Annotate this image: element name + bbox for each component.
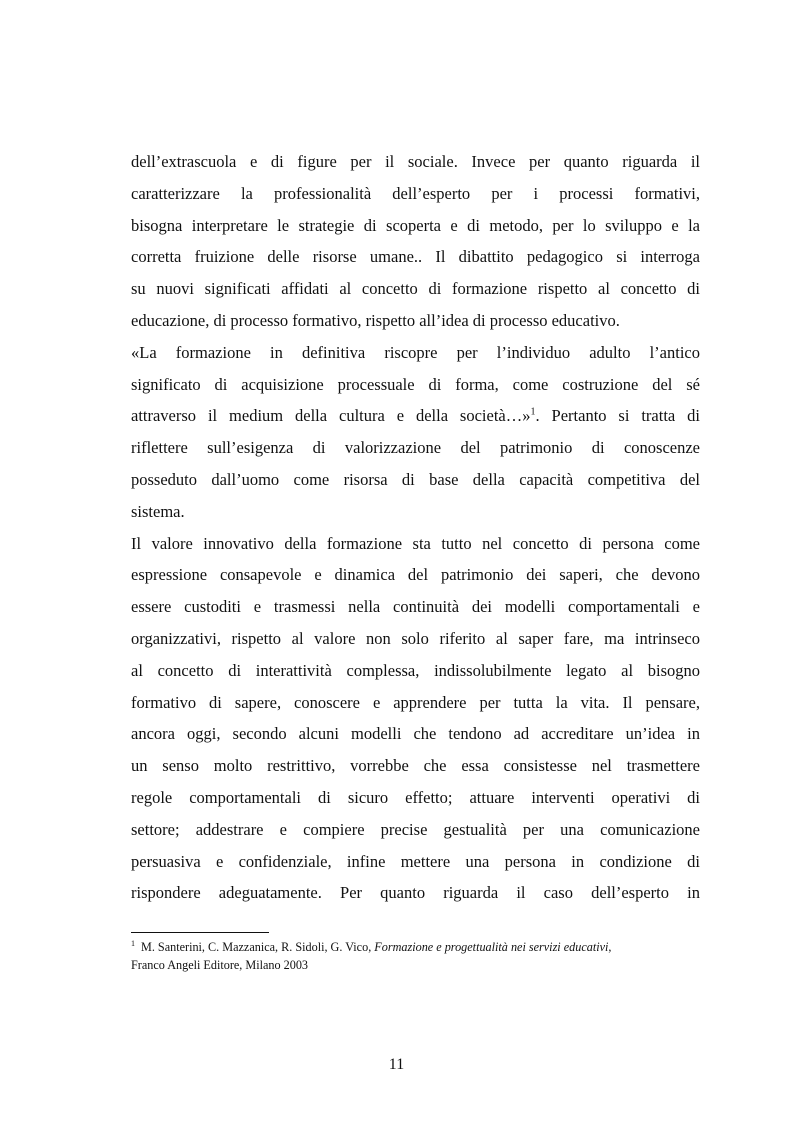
text-line: dell’extrascuola e di figure per il sociale. Invece per quanto riguarda il — [131, 152, 700, 171]
footnote-authors: M. Santerini, C. Mazzanica, R. Sidoli, G. Vico, — [141, 940, 375, 954]
text-line: essere custoditi e trasmessi nella continuità dei modelli comportamentali e — [131, 597, 700, 617]
footnote-publisher: Franco Angeli Editore, Milano 2003 — [131, 958, 309, 972]
footnote — [131, 938, 700, 974]
footnote-reference: 1 — [530, 406, 536, 418]
text-line: organizzativi, rispetto al valore non solo riferito al saper fare, ma intrinseco — [131, 628, 700, 648]
footnote-divider — [131, 932, 269, 933]
text-line: educazione, di processo formativo, rispetto all’idea di processo educativo. — [131, 310, 620, 330]
body-text — [131, 146, 700, 909]
page-number: 11 — [388, 1056, 405, 1073]
footnote-line — [131, 938, 700, 956]
text-line: un senso molto restrittivo, vorrebbe che essa consistesse nel trasmettere — [131, 756, 700, 776]
text-line-head: attraverso il medium della cultura e della società…» — [131, 406, 531, 426]
text-line: significato di acquisizione processuale di forma, come costruzione del sé — [131, 374, 700, 394]
text-line: su nuovi significati affidati al concetto di formazione rispetto al concetto di — [131, 279, 700, 299]
text-line: corretta fruizione delle risorse umane.. Il dibattito pedagogico si interroga — [131, 247, 700, 267]
text-line: «La formazione in definitiva riscopre per l’individuo adulto l’antico — [131, 342, 700, 362]
text-line: sistema. — [131, 501, 185, 521]
text-line: regole comportamentali di sicuro effetto; attuare interventi operativi di — [131, 787, 700, 807]
text-line: rispondere adeguatamente. Per quanto riguarda il caso dell’esperto in — [131, 883, 700, 903]
text-line: ancora oggi, secondo alcuni modelli che tendono ad accreditare un’idea in — [131, 724, 700, 744]
text-line: caratterizzare la professionalità dell’esperto per i processi formativi, — [131, 183, 700, 203]
text-line: Il valore innovativo della formazione sta tutto nel concetto di persona come — [131, 533, 700, 553]
text-line-with-footnote — [131, 400, 700, 432]
text-line: riflettere sull’esigenza di valorizzazione del patrimonio di conoscenze — [131, 438, 700, 458]
text-line: posseduto dall’uomo come risorsa di base della capacità competitiva del — [131, 469, 700, 489]
text-line: al concetto di interattività complessa, indissolubilmente legato al bisogno — [131, 660, 700, 680]
footnote-tail: , — [608, 940, 612, 954]
text-line: persuasiva e confidenziale, infine mettere una persona in condizione di — [131, 851, 700, 871]
text-line: bisogna interpretare le strategie di scoperta e di metodo, per lo sviluppo e la — [131, 215, 700, 235]
footnote-title: Formazione e progettualità nei servizi educativi — [374, 940, 609, 954]
text-line: espressione consapevole e dinamica del patrimonio dei saperi, che devono — [131, 565, 700, 585]
footnote-number: 1 — [131, 938, 135, 948]
text-line: formativo di sapere, conoscere e apprendere per tutta la vita. Il pensare, — [131, 692, 700, 712]
text-line: settore; addestrare e compiere precise gestualità per una comunicazione — [131, 819, 700, 839]
text-line-tail: . Pertanto si tratta di — [535, 406, 700, 426]
